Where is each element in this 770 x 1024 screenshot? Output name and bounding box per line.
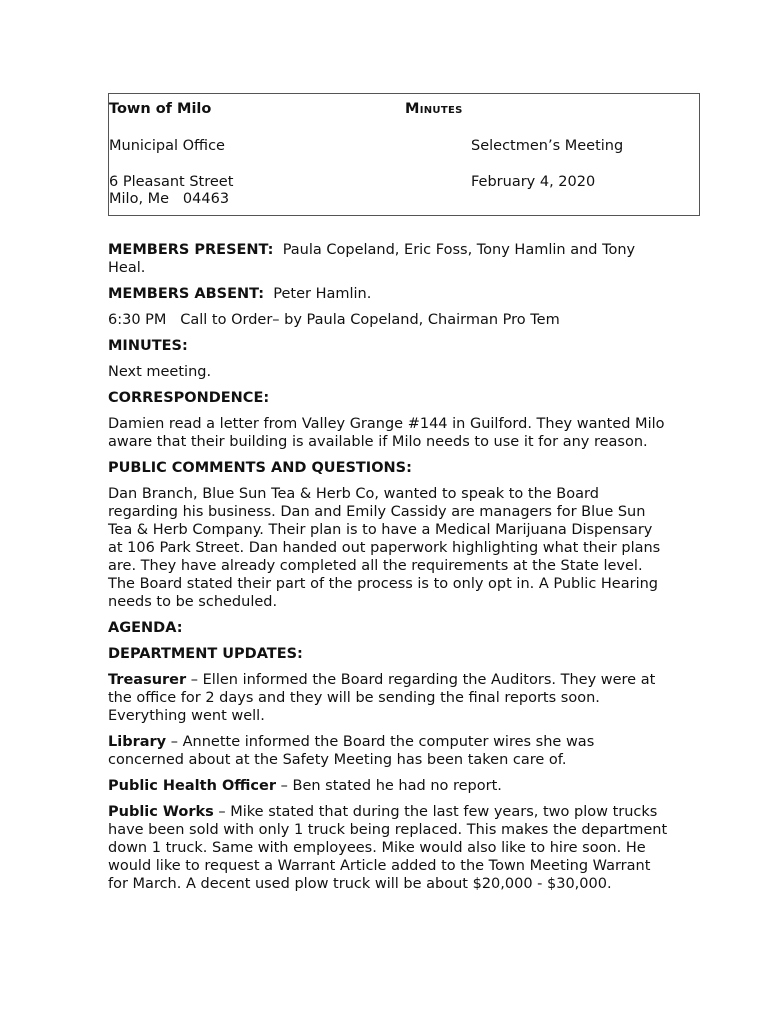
- public-health-text: – Ben stated he had no report.: [276, 778, 502, 794]
- minutes-body: [108, 241, 670, 901]
- street-address: 6 Pleasant Street: [109, 174, 234, 190]
- minutes-text: Next meeting.: [108, 364, 212, 380]
- call-to-order: 6:30 PM Call to Order– by Paula Copeland, Chairman Pro Tem: [108, 312, 560, 328]
- public-comments-text: Dan Branch, Blue Sun Tea & Herb Co, wanted to speak to the Board regarding his business. Dan and Emily Cassidy are managers for Blue Sun Tea & Herb Company. Their plan is to have a Medical Marijuana Dispensary at 106 Park Street. Dan handed out paperwork highlighting what their plans are. They have already completed all the requirements at the State level. The Board stated their part of the process is to only opt in. A Public Hearing needs to be scheduled.: [108, 486, 661, 610]
- public-works-label: Public Works: [108, 804, 214, 820]
- minutes-heading: MINUTES:: [108, 338, 188, 354]
- members-present-text: Paula Copeland, Eric Foss, Tony Hamlin and Tony Heal.: [108, 242, 636, 276]
- public-comments-heading: PUBLIC COMMENTS AND QUESTIONS:: [108, 460, 412, 476]
- members-absent-label: MEMBERS ABSENT:: [108, 286, 265, 302]
- treasurer-text: – Ellen informed the Board regarding the Auditors. They were at the office for 2 days and they will be sending the final reports soon. Everything went well.: [108, 672, 656, 724]
- treasurer-label: Treasurer: [108, 672, 187, 688]
- public-works-text: – Mike stated that during the last few years, two plow trucks have been sold with only 1 truck being replaced. This makes the department down 1 truck. Same with employees. Mike would also like to hire soon. He would like to request a Warrant Article added to the Town Meeting Warrant for March. A decent used plow truck will be about $20,000 - $30,000.: [108, 804, 668, 892]
- members-absent: [108, 285, 670, 303]
- city-address: Milo, Me 04463: [109, 191, 230, 207]
- library-text: – Annette informed the Board the computer wires she was concerned about at the Safety Meeting has been taken care of.: [108, 734, 595, 768]
- library-label: Library: [108, 734, 167, 750]
- members-absent-text: Peter Hamlin.: [273, 286, 372, 302]
- department-updates-heading: DEPARTMENT UPDATES:: [108, 646, 303, 662]
- header-box: [108, 93, 700, 216]
- treasurer-update: [108, 671, 670, 725]
- library-update: [108, 733, 670, 769]
- correspondence-heading: CORRESPONDENCE:: [108, 390, 270, 406]
- agenda-heading: AGENDA:: [108, 620, 183, 636]
- meeting-name: Selectmen’s Meeting: [471, 138, 624, 154]
- document-title: Minutes: [405, 101, 463, 117]
- public-health-label: Public Health Officer: [108, 778, 277, 794]
- public-health-update: [108, 777, 670, 795]
- office-name: Municipal Office: [109, 138, 225, 154]
- members-present: [108, 241, 670, 277]
- correspondence-text: Damien read a letter from Valley Grange #144 in Guilford. They wanted Milo aware that their building is available if Milo needs to use it for any reason.: [108, 416, 665, 450]
- town-name: Town of Milo: [109, 101, 212, 117]
- members-present-label: MEMBERS PRESENT:: [108, 242, 274, 258]
- meeting-date: February 4, 2020: [471, 174, 596, 190]
- public-works-update: [108, 803, 670, 893]
